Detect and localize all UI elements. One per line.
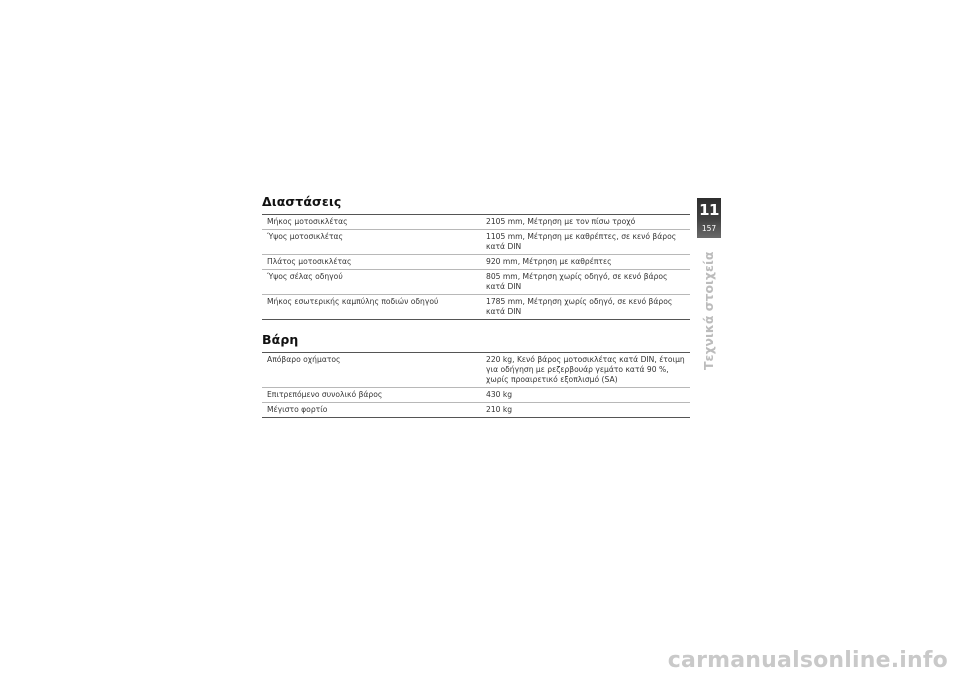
row-value: 920 mm, Μέτρηση με καθρέπτες: [486, 257, 612, 266]
page-number: 157: [701, 224, 717, 233]
row-label: Ύψος μοτοσικλέτας: [267, 232, 343, 241]
row-value: 805 mm, Μέτρηση χωρίς οδηγό, σε κενό βάρος κατά DIN: [486, 272, 668, 291]
row-label: Μέγιστο φορτίο: [267, 405, 328, 414]
table-row: [262, 230, 690, 255]
weights-heading: Βάρη: [262, 332, 299, 347]
row-value: 1785 mm, Μέτρηση χωρίς οδηγό, σε κενό βάρος κατά DIN: [486, 297, 673, 316]
row-label: Επιτρεπόμενο συνολικό βάρος: [267, 390, 383, 399]
table-row: [262, 295, 690, 320]
row-label: Μήκος εσωτερικής καμπύλης ποδιών οδηγού: [267, 297, 439, 306]
row-value: 210 kg: [486, 405, 513, 414]
table-row: [262, 255, 690, 270]
weights-table: [262, 352, 690, 418]
table-row: [262, 353, 690, 388]
row-value: 1105 mm, Μέτρηση με καθρέπτες, σε κενό βάρος κατά DIN: [486, 232, 677, 251]
row-label: Μήκος μοτοσικλέτας: [267, 217, 348, 226]
chapter-title: Τεχνικά στοιχεία: [701, 251, 716, 370]
table-row: [262, 388, 690, 403]
row-value: 2105 mm, Μέτρηση με τον πίσω τροχό: [486, 217, 636, 226]
chapter-tab: [697, 198, 721, 238]
chapter-number: 11: [699, 201, 719, 219]
row-label: Ύψος σέλας οδηγού: [267, 272, 343, 281]
dimensions-heading: Διαστάσεις: [262, 194, 342, 209]
watermark: carmanualsonline.info: [667, 648, 948, 673]
row-value: 430 kg: [486, 390, 513, 399]
table-row: [262, 270, 690, 295]
table-row: [262, 215, 690, 230]
table-row: [262, 403, 690, 418]
row-label: Πλάτος μοτοσικλέτας: [267, 257, 352, 266]
row-label: Απόβαρο οχήματος: [267, 355, 341, 364]
row-value: 220 kg, Κενό βάρος μοτοσικλέτας κατά DIN, έτοιμη για οδήγηση με ρεζερβουάρ γεμάτο κατά 90 %, χωρίς προαιρετικό εξοπλισμό (SA): [486, 355, 685, 384]
dimensions-table: [262, 214, 690, 320]
